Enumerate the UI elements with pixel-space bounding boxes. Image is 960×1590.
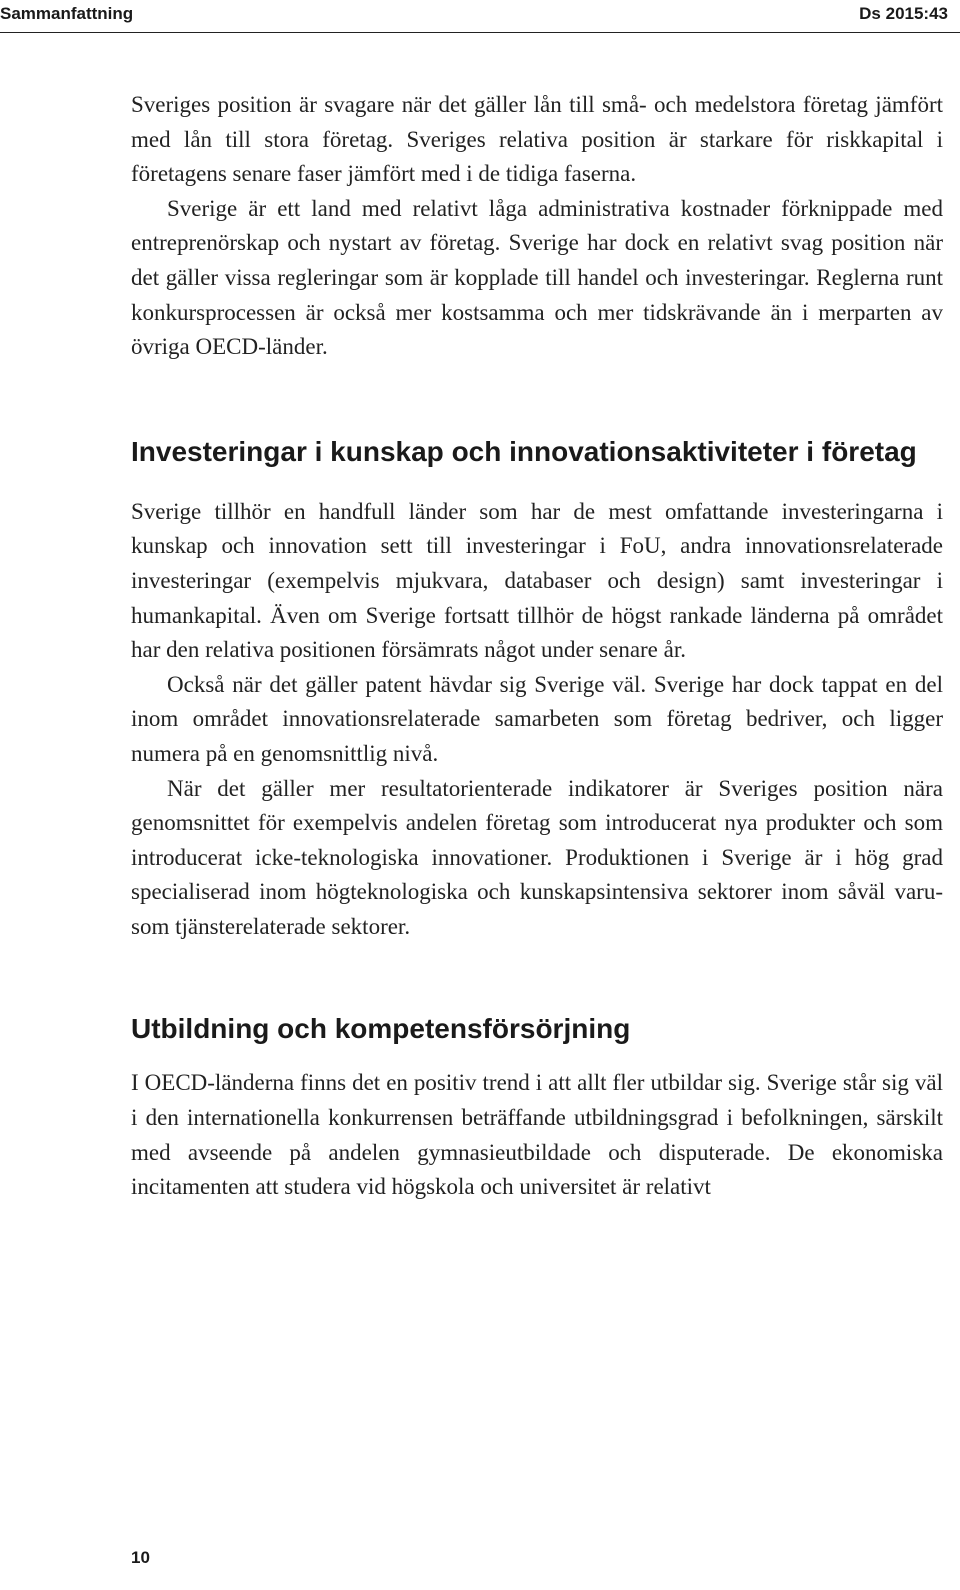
section-heading: Utbildning och kompetensförsörjning [131, 1013, 631, 1045]
page-number: 10 [131, 1548, 150, 1567]
body-paragraph: Sverige tillhör en handfull länder som har de mest omfattande investeringarna i kunskap och innovation sett till investeringar i FoU, andra innovationsrelaterade investeringar (exempelvis mjukvara, databaser och design) samt investeringar i humankapital. Även om Sverige fortsatt tillhör de högst rankade länderna på området har den relativa positionen försämrats något under senare år. [131, 498, 943, 663]
body-paragraph: Sverige är ett land med relativt låga administrativa kostnader förknippade med entreprenörskap och nystart av företag. Sverige har dock en relativt svag position när det gäller vissa regleringar som är kopplade till handel och investeringar. Reglerna runt konkursprocessen är också mer kostsamma och mer tidskrävande än i merparten av övriga OECD-länder. [131, 195, 943, 360]
running-header [0, 0, 960, 33]
header-section-title: Sammanfattning [0, 4, 134, 23]
body-paragraph: När det gäller mer resultatorienterade indikatorer är Sveriges position nära genomsnittet för exempelvis andelen företag som introducerat nya produkter och som introducerat icke-teknologiska innovationer. Produktionen i Sverige är i hög grad specialiserad inom högteknologiska och kunskapsintensiva sektorer inom såväl varu- som tjänsterelaterade sektorer. [131, 775, 943, 939]
body-paragraph: Sveriges position är svagare när det gäller lån till små- och medelstora företag jämfört med lån till stora företag. Sveriges relativa position är starkare för riskkapital i företagens senare faser jämfört med i de tidiga faserna. [131, 92, 943, 187]
body-paragraph: I OECD-länderna finns det en positiv trend i att allt fler utbildar sig. Sverige står sig väl i den internationella konkurrensen beträffande utbildningsgrad i befolkningen, särskilt med avseende på andelen gymnasieutbildade och disputerade. De ekonomiska incitamenten att studera vid högskola och universitet är relativt [131, 1070, 943, 1200]
header-document-id: Ds 2015:43 [859, 4, 948, 23]
body-paragraph: Också när det gäller patent hävdar sig Sverige väl. Sverige har dock tappat en del inom området innovationsrelaterade samarbeten som företag bedriver, och ligger numera på en genomsnittlig nivå. [131, 671, 943, 766]
section-heading: Investeringar i kunskap och innovationsaktiviteter i företag [131, 435, 917, 467]
page-body [131, 88, 943, 1205]
